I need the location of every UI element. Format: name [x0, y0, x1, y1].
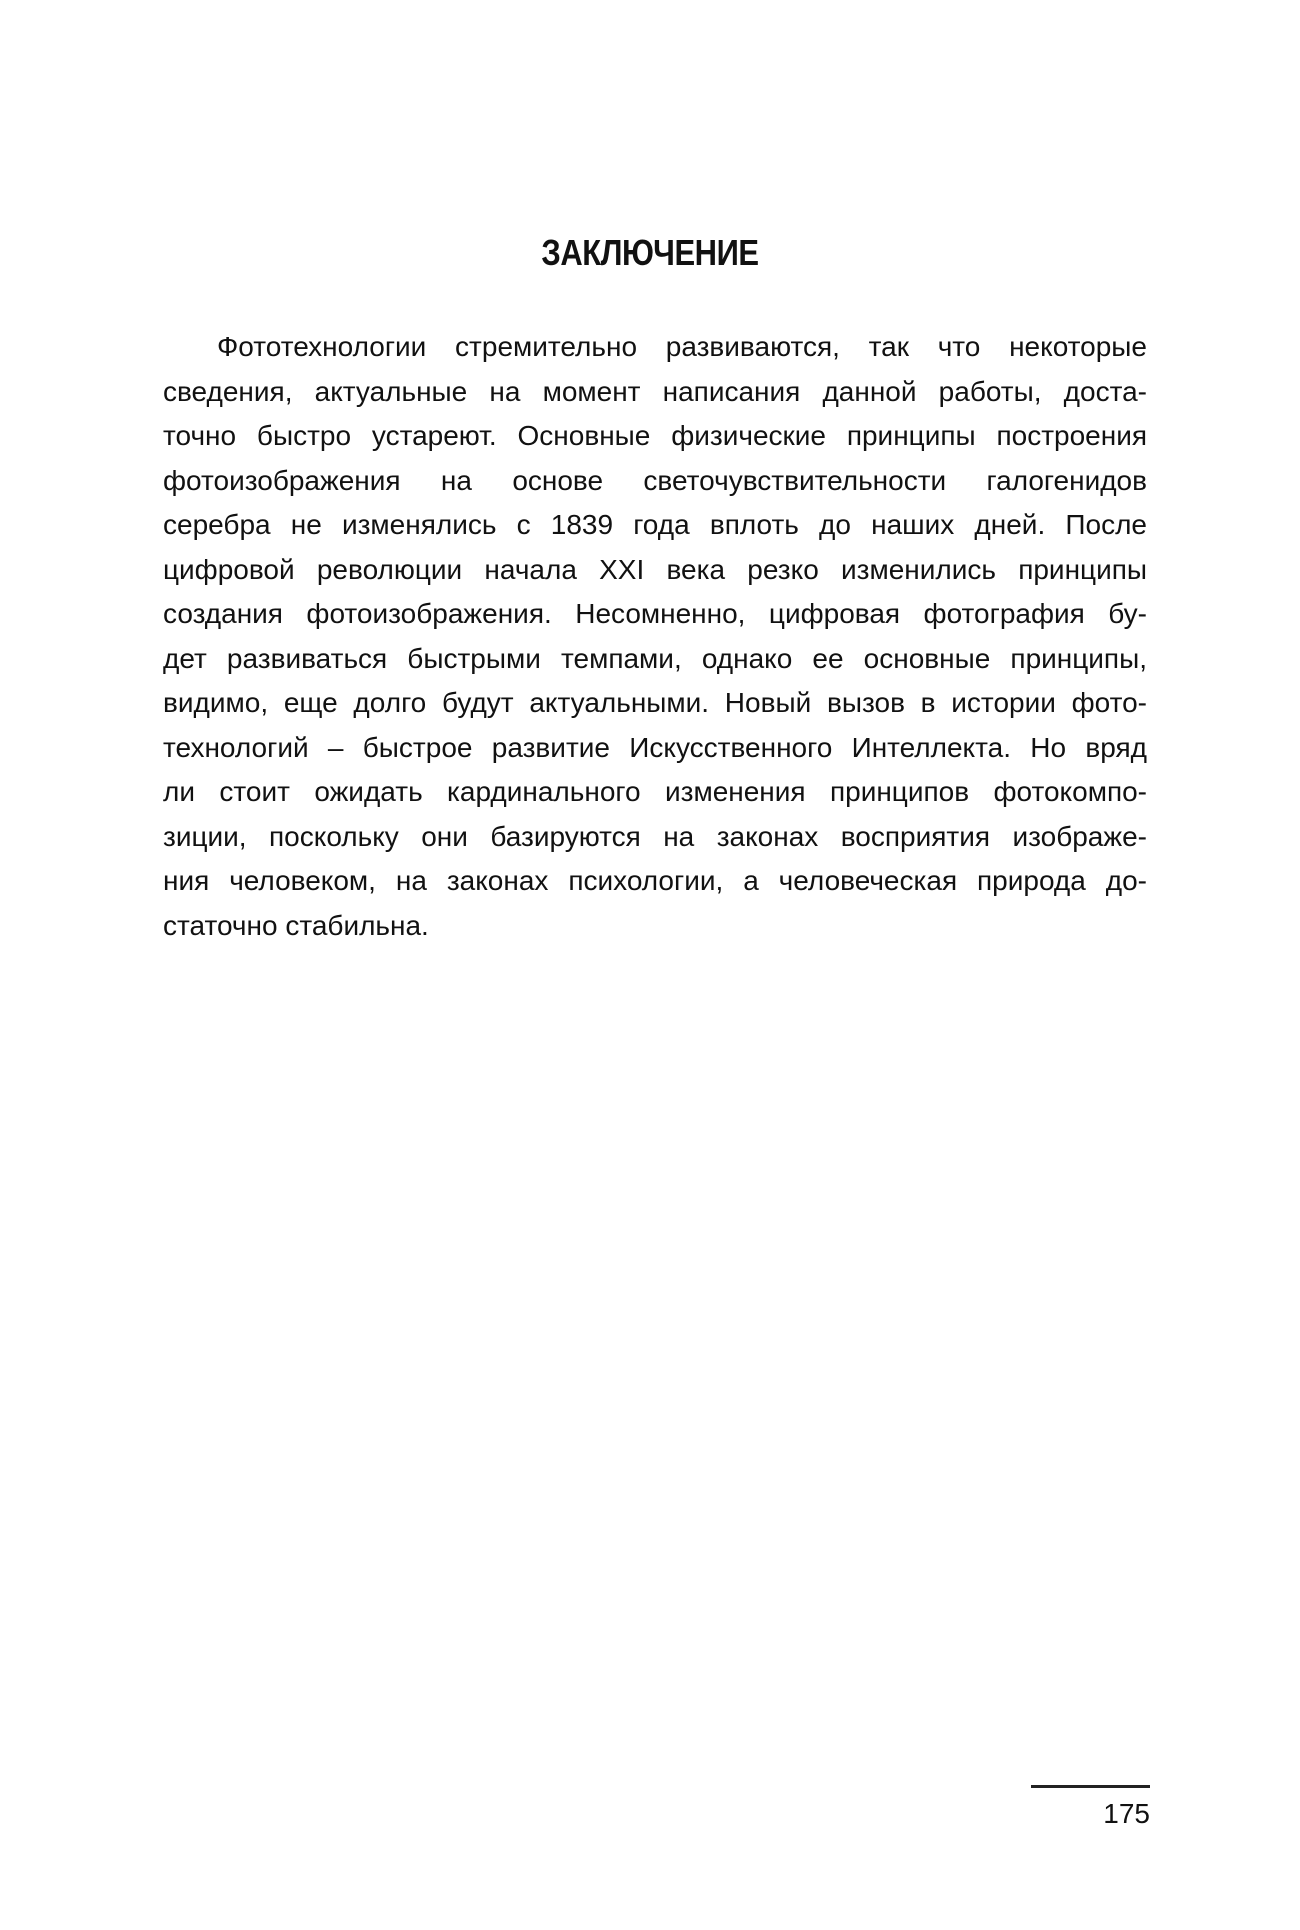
paragraph-line: зиции, поскольку они базируются на законах восприятия изображе-	[163, 820, 1147, 852]
paragraph-line: точно быстро устареют. Основные физические принципы построения	[163, 420, 1147, 451]
paragraph-line: фотоизображения на основе светочувствительности галогенидов	[163, 464, 1147, 496]
paragraph-line: создания фотоизображения. Несомненно, цифровая фотография бу-	[163, 598, 1147, 629]
paragraph-line: технологий – быстрое развитие Искусственного Интеллекта. Но вряд	[163, 731, 1147, 763]
paragraph-line: ли стоит ожидать кардинального изменения принципов фотокомпо-	[163, 776, 1147, 807]
paragraph-line: дет развиваться быстрыми темпами, однако ее основные принципы,	[163, 642, 1147, 674]
page-number-rule	[1031, 1785, 1150, 1788]
paragraph-line: цифровой революции начала XXI века резко изменились принципы	[163, 553, 1147, 585]
paragraph-line: ния человеком, на законах психологии, а человеческая природа до-	[163, 865, 1147, 896]
conclusion-paragraph	[163, 325, 1147, 948]
chapter-heading: ЗАКЛЮЧЕНИЕ	[541, 232, 759, 273]
paragraph-line: серебра не изменялись с 1839 года вплоть до наших дней. После	[163, 509, 1147, 540]
paragraph-line: Фототехнологии стремительно развиваются, так что некоторые	[217, 331, 1147, 362]
paragraph-line: статочно стабильна.	[163, 909, 429, 941]
paragraph-line: сведения, актуальные на момент написания данной работы, доста-	[163, 375, 1147, 407]
paragraph-line: видимо, еще долго будут актуальными. Новый вызов в истории фото-	[163, 687, 1147, 718]
page-number: 175	[1103, 1798, 1150, 1829]
